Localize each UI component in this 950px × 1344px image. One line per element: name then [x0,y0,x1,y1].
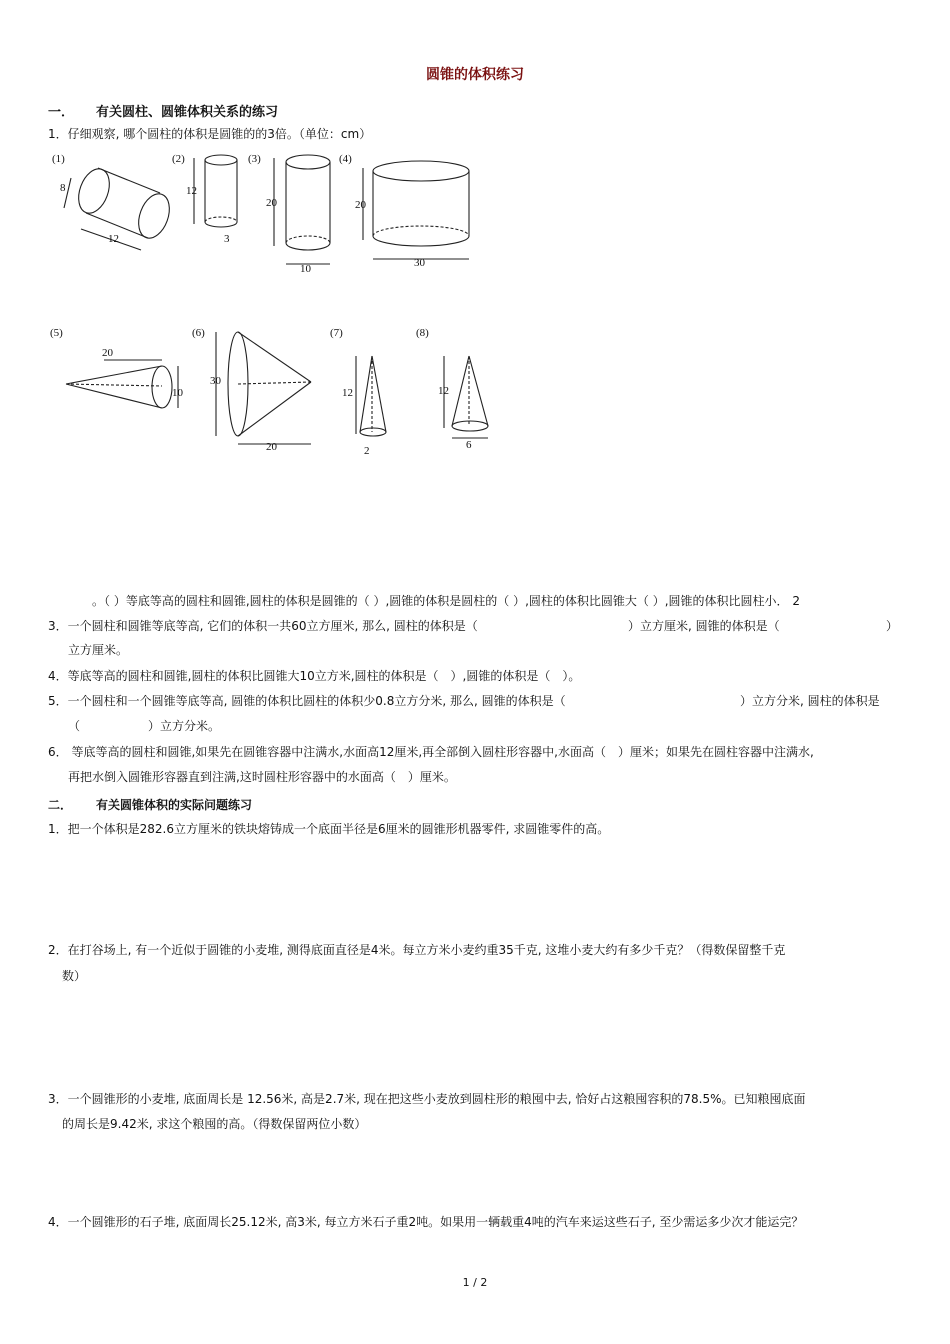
question-3-part-d: 立方厘米。 [68,643,129,657]
figure-6-cone [216,332,311,444]
figure-1-length: 12 [108,233,119,245]
figure-2-height: 12 [186,185,197,197]
figure-1-diameter: 8 [60,182,66,194]
question-3-part-b: ）立方厘米, 圆锥的体积是（ [628,619,780,633]
problem-2-line-1: 2．在打谷场上, 有一个近似于圆锥的小麦堆, 测得底面直径是4米。每立方米小麦约重35千克, 这堆小麦大约有多少千克？（得数保留整千克 [48,943,786,957]
figure-8-label: (8) [416,327,429,339]
question-5-part-d: ）立方分米。 [148,719,221,733]
figure-3-cylinder [274,155,330,264]
problem-4: 4．一个圆锥形的石子堆, 底面周长25.12米, 高3米, 每立方米石子重2吨。如果用一辆载重4吨的汽车来运这些石子, 至少需运多少次才能运完？ [48,1215,804,1229]
figure-5-cone [66,360,178,408]
section1-heading: 有关圆柱、圆锥体积关系的练习 [96,105,279,120]
page-title: 圆锥的体积练习 [426,67,524,83]
question-6-line-1: 6． 等底等高的圆柱和圆锥,如果先在圆锥容器中注满水,水面高12厘米,再全部倒入圆柱形容器中,水面高（ ）厘米；如果先在圆柱容器中注满水, [48,745,814,759]
question-1: 1．仔细观察, 哪个圆柱的体积是圆锥的的3倍。（单位：cm） [48,127,372,141]
problem-2-line-2: 数） [62,969,87,983]
figure-4-diameter: 30 [414,257,425,269]
figure-4-height: 20 [355,199,366,211]
figure-5-label: (5) [50,327,63,339]
figure-7-cone [356,356,386,436]
question-3-part-c: ） [886,619,899,633]
figure-row-1 [46,146,486,286]
figure-4-label: (4) [339,153,352,165]
figure-1-label: (1) [52,153,65,165]
figure-7-label: (7) [330,327,343,339]
question-2: 。（ ）等底等高的圆柱和圆锥,圆柱的体积是圆锥的（ ）,圆锥的体积是圆柱的（ ）,圆柱的体积比圆锥大（ ）,圆锥的体积比圆柱小． 2 [92,594,800,608]
section2-number: 二． [48,798,73,812]
question-3-part-a: 3．一个圆柱和圆锥等底等高, 它们的体积一共60立方厘米, 那么, 圆柱的体积是（ [48,619,478,633]
figure-8-diameter: 6 [466,439,472,451]
figures-cones [46,322,516,462]
question-4: 4．等底等高的圆柱和圆锥,圆柱的体积比圆锥大10立方米,圆柱的体积是（ ）,圆锥的体积是（ ）。 [48,669,581,683]
figure-3-height: 20 [266,197,277,209]
figure-3-diameter: 10 [300,263,311,275]
figure-7-diameter: 2 [364,445,370,457]
figure-4-cylinder [363,161,469,259]
figures-cylinders [46,146,486,286]
page-number: 1 / 2 [462,1276,488,1289]
figure-row-2 [46,322,516,462]
problem-3-line-1: 3．一个圆锥形的小麦堆, 底面周长是 12.56米, 高是2.7米, 现在把这些小麦放到圆柱形的粮囤中去, 恰好占这粮囤容积的78.5%。已知粮囤底面 [48,1092,806,1106]
figure-2-diameter: 3 [224,233,230,245]
figure-2-label: (2) [172,153,185,165]
question-5-part-b: ）立方分米, 圆柱的体积是 [740,694,880,708]
question-5-part-c: （ [68,719,81,733]
figure-2-cylinder [194,155,237,227]
section2-heading: 有关圆锥体积的实际问题练习 [96,798,253,812]
figure-3-label: (3) [248,153,261,165]
problem-3-line-2: 的周长是9.42米, 求这个粮囤的高。（得数保留两位小数） [62,1117,367,1131]
figure-5-diameter: 10 [172,387,183,399]
problem-1: 1．把一个体积是282.6立方厘米的铁块熔铸成一个底面半径是6厘米的圆锥形机器零件, 求圆锥零件的高。 [48,822,610,836]
figure-6-length: 20 [266,441,277,453]
question-6-line-2: 再把水倒入圆锥形容器直到注满,这时圆柱形容器中的水面高（ ）厘米。 [68,770,456,784]
figure-7-height: 12 [342,387,353,399]
question-5-part-a: 5．一个圆柱和一个圆锥等底等高, 圆锥的体积比圆柱的体积少0.8立方分米, 那么, 圆锥的体积是（ [48,694,566,708]
figure-1-slanted-cylinder [64,165,175,250]
figure-6-label: (6) [192,327,205,339]
figure-8-height: 12 [438,385,449,397]
figure-8-cone [444,356,488,438]
figure-6-diameter: 30 [210,375,221,387]
figure-5-length: 20 [102,347,113,359]
section1-number: 一． [48,105,75,120]
